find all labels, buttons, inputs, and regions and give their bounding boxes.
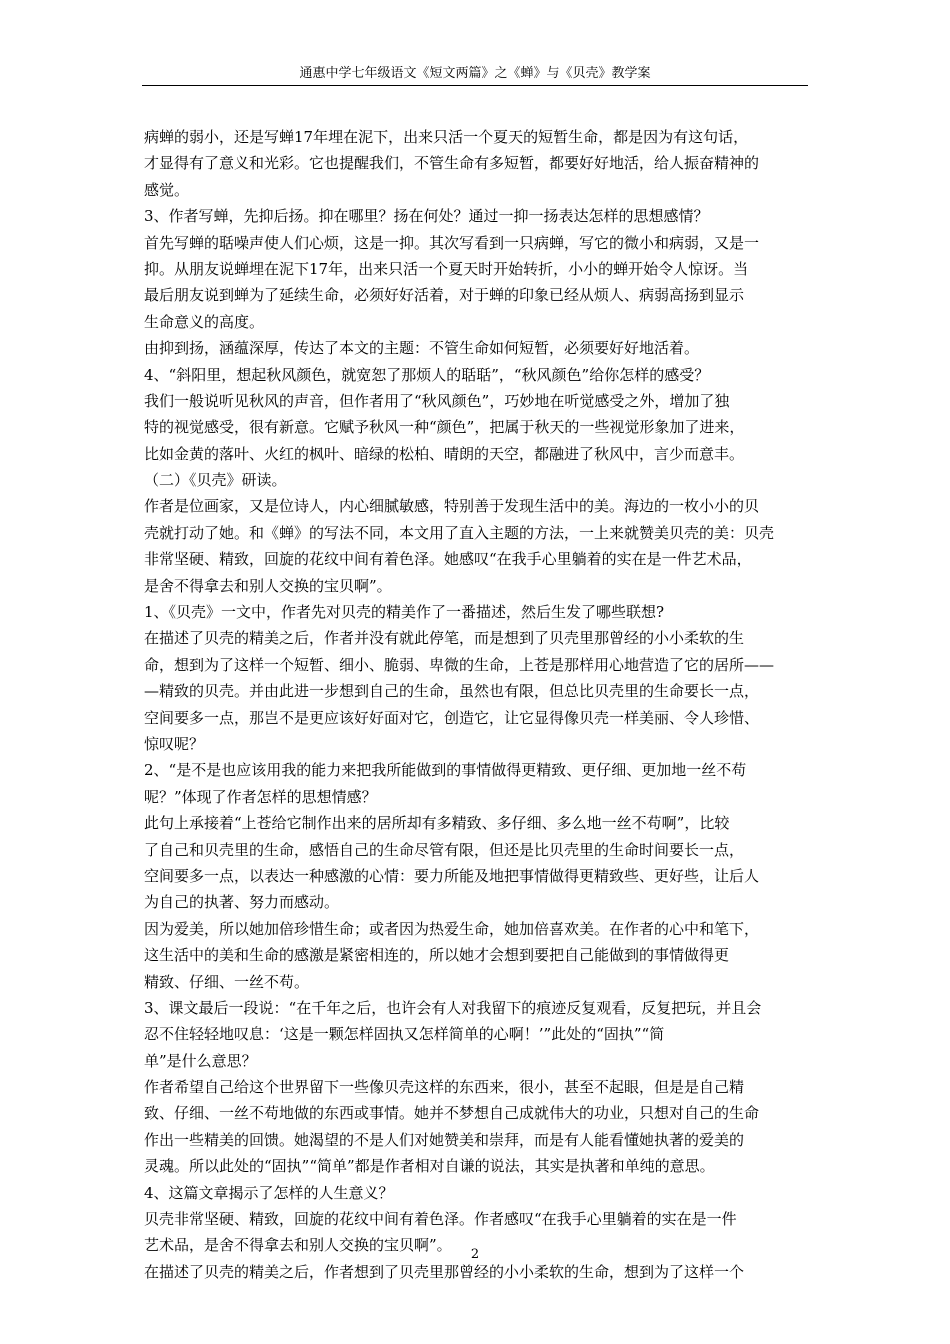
text-line: 非常坚硬、精致，回旋的花纹中间有着色泽。她感叹“在我手心里躺着的实在是一件艺术品， (144, 550, 752, 569)
text-line: 特的视觉感受，很有新意。它赋予秋风一种“颜色”，把属于秋天的一些视觉形象加了进来， (144, 418, 745, 437)
text-line: 4、这篇文章揭示了怎样的人生意义？ (144, 1183, 394, 1202)
text-line: —精致的贝壳。并由此进一步想到自己的生命，虽然也有限，但总比贝壳里的生命要长一点， (144, 682, 760, 701)
text-line: 3、课文最后一段说：“在千年之后，也许会有人对我留下的痕迹反复观看，反复把玩，并且会 (144, 998, 762, 1017)
text-line: 灵魂。所以此处的“固执”“简单”都是作者相对自谦的说法，其实是执著和单纯的意思。 (144, 1157, 715, 1176)
text-line: 空间要多一点，以表达一种感激的心情：要力所能及地把事情做得更精致些、更好些，让后人 (144, 866, 760, 885)
text-line: 比如金黄的落叶、火红的枫叶、暗绿的松柏、晴朗的天空，都融进了秋风中，言少而意丰。 (144, 444, 745, 463)
text-line: 由抑到扬，涵蕴深厚，传达了本文的主题：不管生命如何短暂，必须要好好地活着。 (144, 339, 700, 358)
text-line: 作者是位画家，又是位诗人，内心细腻敏感，特别善于发现生活中的美。海边的一枚小小的贝 (144, 497, 760, 516)
page-number: 2 (470, 1247, 480, 1262)
text-line: 单”是什么意思？ (144, 1051, 257, 1070)
text-line: 最后朋友说到蝉为了延续生命，必须好好活着，对于蝉的印象已经从烦人、病弱高扬到显示 (144, 286, 745, 305)
text-line: 因为爱美，所以她加倍珍惜生命；或者因为热爱生命，她加倍喜欢美。在作者的心中和笔下， (144, 919, 760, 938)
document-body (144, 124, 808, 1285)
text-line: 作者希望自己给这个世界留下一些像贝壳这样的东西来，很小，甚至不起眼，但是是自己精 (144, 1078, 745, 1097)
text-line: 在描述了贝壳的精美之后，作者想到了贝壳里那曾经的小小柔软的生命，想到为了这样一个 (144, 1262, 745, 1281)
text-line: 艺术品，是舍不得拿去和别人交换的宝贝啊”。 (144, 1236, 452, 1255)
text-line: 为自己的执著、努力而感动。 (144, 893, 340, 912)
text-line: 精致、仔细、一丝不苟。 (144, 972, 310, 991)
text-line: 贝壳非常坚硬、精致，回旋的花纹中间有着色泽。作者感叹“在我手心里躺着的实在是一件 (144, 1210, 737, 1229)
text-line: 是舍不得拿去和别人交换的宝贝啊”。 (144, 576, 392, 595)
text-line: 生命意义的高度。 (144, 312, 265, 331)
text-line: 空间要多一点，那岂不是更应该好好面对它，创造它，让它显得像贝壳一样美丽、令人珍惜、 (144, 708, 760, 727)
text-line: 3、作者写蝉，先抑后扬。抑在哪里？扬在何处？通过一抑一扬表达怎样的思想感情？ (144, 207, 709, 226)
text-line: 呢？”体现了作者怎样的思想情感？ (144, 787, 377, 806)
text-line: 此句上承接着“上苍给它制作出来的居所却有多精致、多仔细、多么地一丝不苟啊”，比较 (144, 814, 730, 833)
text-line: 壳就打动了她。和《蝉》的写法不同，本文用了直入主题的方法，一上来就赞美贝壳的美：贝壳 (144, 523, 775, 542)
page-header (142, 66, 808, 86)
text-line: 我们一般说听见秋风的声音，但作者用了“秋风颜色”，巧妙地在听觉感受之外，增加了独 (144, 391, 730, 410)
header-title: 通惠中学七年级语文《短文两篇》之《蝉》与《贝壳》教学案 (299, 66, 651, 81)
text-line: 了自己和贝壳里的生命，感悟自己的生命尽管有限，但还是比贝壳里的生命时间要长一点， (144, 840, 745, 859)
text-line: 作出一些精美的回馈。她渴望的不是人们对她赞美和崇拜，而是有人能看懂她执著的爱美的 (144, 1130, 745, 1149)
text-line: 4、“斜阳里，想起秋风颜色，就宽恕了那烦人的聒聒”，“秋风颜色”给你怎样的感受？ (144, 365, 710, 384)
text-line: 2、“是不是也应该用我的能力来把我所能做到的事情做得更精致、更仔细、更加地一丝不苟 (144, 761, 747, 780)
text-line: 才显得有了意义和光彩。它也提醒我们，不管生命有多短暂，都要好好地活，给人振奋精神的 (144, 154, 760, 173)
text-line: 致、仔细、一丝不苟地做的东西或事情。她并不梦想自己成就伟大的功业，只想对自己的生命 (144, 1104, 760, 1123)
text-line: 抑。从朋友说蝉埋在泥下17年，出来只活一个夏天时开始转折，小小的蝉开始令人惊讶。当 (144, 259, 749, 278)
text-line: 命，想到为了这样一个短暂、细小、脆弱、卑微的生命，上苍是那样用心地营造了它的居所—— (144, 655, 775, 674)
text-line: 感觉。 (144, 180, 190, 199)
text-line: 这生活中的美和生命的感激是紧密相连的，所以她才会想到要把自己能做到的事情做得更 (144, 946, 730, 965)
text-line: 1、《贝壳》一文中，作者先对贝壳的精美作了一番描述，然后生发了哪些联想? (144, 603, 665, 622)
text-line: 在描述了贝壳的精美之后，作者并没有就此停笔，而是想到了贝壳里那曾经的小小柔软的生 (144, 629, 745, 648)
text-line: 首先写蝉的聒噪声使人们心烦，这是一抑。其次写看到一只病蝉，写它的微小和病弱，又是一 (144, 233, 760, 252)
text-line: 惊叹呢？ (144, 734, 205, 753)
text-line: 病蝉的弱小，还是写蝉17年埋在泥下，出来只活一个夏天的短暂生命，都是因为有这句话， (144, 128, 749, 146)
text-line: （二）《贝壳》研读。 (144, 471, 287, 490)
text-line: 忍不住轻轻地叹息：‘这是一颗怎样固执又怎样简单的心啊！’”此处的“固执”“简 (144, 1025, 665, 1044)
